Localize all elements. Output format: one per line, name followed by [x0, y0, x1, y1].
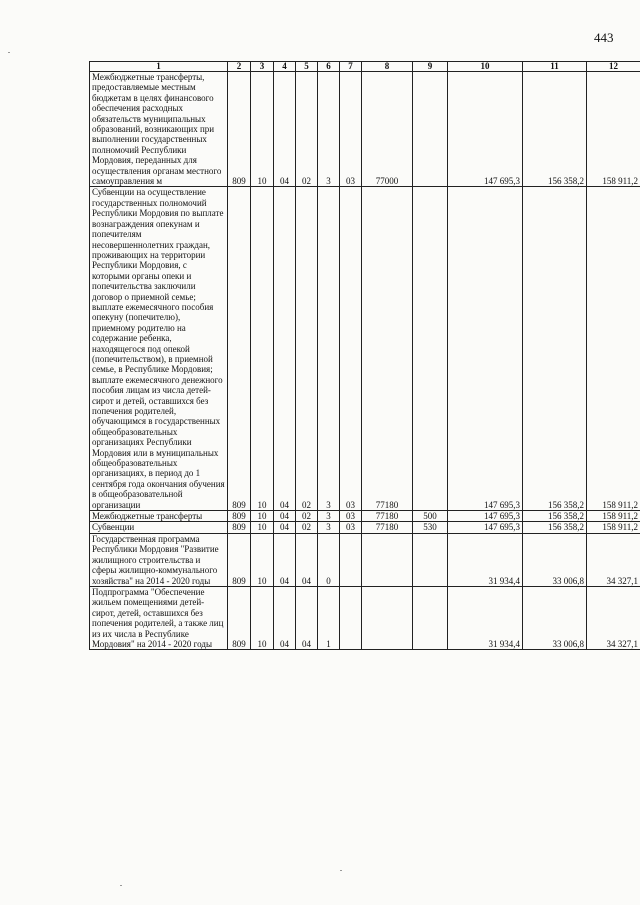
cell-direction: 77000 — [362, 72, 413, 187]
cell-measure: 03 — [340, 72, 362, 187]
cell-section: 10 — [251, 72, 274, 187]
cell-section: 10 — [251, 533, 274, 586]
cell-amount-col10: 31 934,4 — [448, 533, 523, 586]
cell-program: 04 — [296, 586, 318, 649]
cell-amount-col10: 147 695,3 — [448, 522, 523, 533]
cell-expense-type — [413, 586, 448, 649]
cell-expense-type — [413, 187, 448, 511]
scan-speck — [8, 52, 10, 53]
table-row — [90, 522, 640, 533]
cell-program: 04 — [296, 533, 318, 586]
row-description: Межбюджетные трансферты — [90, 511, 228, 522]
header-col-11: 11 — [523, 62, 587, 72]
cell-amount-col10: 31 934,4 — [448, 586, 523, 649]
cell-section: 10 — [251, 187, 274, 511]
table-row — [90, 187, 640, 511]
cell-amount-col12: 158 911,2 — [587, 187, 640, 511]
cell-program: 02 — [296, 511, 318, 522]
cell-measure: 03 — [340, 522, 362, 533]
cell-amount-col11: 33 006,8 — [523, 533, 587, 586]
header-col-1: 1 — [90, 62, 228, 72]
cell-subsection: 04 — [274, 522, 296, 533]
header-col-6: 6 — [318, 62, 340, 72]
cell-subsection: 04 — [274, 533, 296, 586]
cell-amount-col10: 147 695,3 — [448, 72, 523, 187]
cell-direction — [362, 533, 413, 586]
cell-ministry-code: 809 — [228, 586, 251, 649]
cell-program: 02 — [296, 72, 318, 187]
cell-subprogram: 1 — [318, 586, 340, 649]
cell-section: 10 — [251, 511, 274, 522]
row-description: Субвенции — [90, 522, 228, 533]
cell-expense-type — [413, 533, 448, 586]
cell-amount-col12: 34 327,1 — [587, 533, 640, 586]
page-number: 443 — [594, 30, 614, 45]
header-col-5: 5 — [296, 62, 318, 72]
table-row — [90, 511, 640, 522]
cell-ministry-code: 809 — [228, 187, 251, 511]
cell-expense-type: 530 — [413, 522, 448, 533]
cell-section: 10 — [251, 586, 274, 649]
cell-subprogram: 0 — [318, 533, 340, 586]
cell-program: 02 — [296, 522, 318, 533]
header-col-12: 12 — [587, 62, 640, 72]
cell-ministry-code: 809 — [228, 511, 251, 522]
header-col-7: 7 — [340, 62, 362, 72]
cell-program: 02 — [296, 187, 318, 511]
cell-subsection: 04 — [274, 72, 296, 187]
cell-amount-col11: 156 358,2 — [523, 522, 587, 533]
table-row — [90, 533, 640, 586]
table-row — [90, 586, 640, 649]
cell-subprogram: 3 — [318, 72, 340, 187]
budget-table — [89, 61, 640, 650]
row-description: Государственная программа Республики Мордовия "Развитие жилищного строительства и сферы жилищно-коммунального хозяйства" на 2014 - 2020 годы — [90, 533, 228, 586]
table-row — [90, 72, 640, 187]
cell-section: 10 — [251, 522, 274, 533]
row-description: Подпрограмма "Обеспечение жильем помещениями детей-сирот, детей, оставшихся без попечения родителей, а также лиц из их числа в Республике Мордовия" на 2014 - 2020 годы — [90, 586, 228, 649]
cell-direction: 77180 — [362, 522, 413, 533]
cell-subprogram: 3 — [318, 511, 340, 522]
cell-amount-col12: 158 911,2 — [587, 522, 640, 533]
cell-amount-col12: 158 911,2 — [587, 72, 640, 187]
cell-amount-col12: 158 911,2 — [587, 511, 640, 522]
cell-measure: 03 — [340, 511, 362, 522]
cell-direction — [362, 586, 413, 649]
cell-subsection: 04 — [274, 187, 296, 511]
row-description: Субвенции на осуществление государственных полномочий Республики Мордовия по выплате вознаграждения опекунам и попечителям несовершеннолетних граждан, проживающих на территории Республики Мордовия, с которыми органы опеки и попечительства заключили договор о приемной семье; выплате ежемесячного пособия опекуну (попечителю), приемному родителю на содержание ребенка, находящегося под опекой (попечительством), в приемной семье, в Республике Мордовия; выплате ежемесячного денежного пособия лицам из числа детей-сирот и детей, оставшихся без попечения родителей, обучающимся в государственных общеобразовательных организациях Республики Мордовия или в муниципальных общеобразовательных организациях, в период до 1 сентября года окончания обучения в общеобразовательной организации — [90, 187, 228, 511]
cell-measure — [340, 533, 362, 586]
scan-speck — [340, 870, 342, 871]
cell-measure: 03 — [340, 187, 362, 511]
header-col-9: 9 — [413, 62, 448, 72]
header-col-10: 10 — [448, 62, 523, 72]
cell-subsection: 04 — [274, 511, 296, 522]
header-col-3: 3 — [251, 62, 274, 72]
cell-expense-type: 500 — [413, 511, 448, 522]
cell-amount-col12: 34 327,1 — [587, 586, 640, 649]
header-col-8: 8 — [362, 62, 413, 72]
cell-ministry-code: 809 — [228, 533, 251, 586]
header-row — [90, 62, 640, 72]
cell-measure — [340, 586, 362, 649]
cell-subsection: 04 — [274, 586, 296, 649]
cell-direction: 77180 — [362, 187, 413, 511]
cell-amount-col11: 156 358,2 — [523, 72, 587, 187]
cell-amount-col10: 147 695,3 — [448, 187, 523, 511]
cell-amount-col11: 156 358,2 — [523, 511, 587, 522]
cell-amount-col11: 156 358,2 — [523, 187, 587, 511]
cell-subprogram: 3 — [318, 522, 340, 533]
cell-subprogram: 3 — [318, 187, 340, 511]
cell-ministry-code: 809 — [228, 522, 251, 533]
scan-speck — [120, 885, 122, 886]
cell-direction: 77180 — [362, 511, 413, 522]
cell-amount-col11: 33 006,8 — [523, 586, 587, 649]
cell-expense-type — [413, 72, 448, 187]
header-col-2: 2 — [228, 62, 251, 72]
header-col-4: 4 — [274, 62, 296, 72]
cell-amount-col10: 147 695,3 — [448, 511, 523, 522]
row-description: Межбюджетные трансферты, предоставляемые местным бюджетам в целях финансового обеспечения расходных обязательств муниципальных образований, возникающих при выполнении государственных полномочий Республики Мордовия, переданных для осуществления органам местного самоуправления м — [90, 72, 228, 187]
cell-ministry-code: 809 — [228, 72, 251, 187]
